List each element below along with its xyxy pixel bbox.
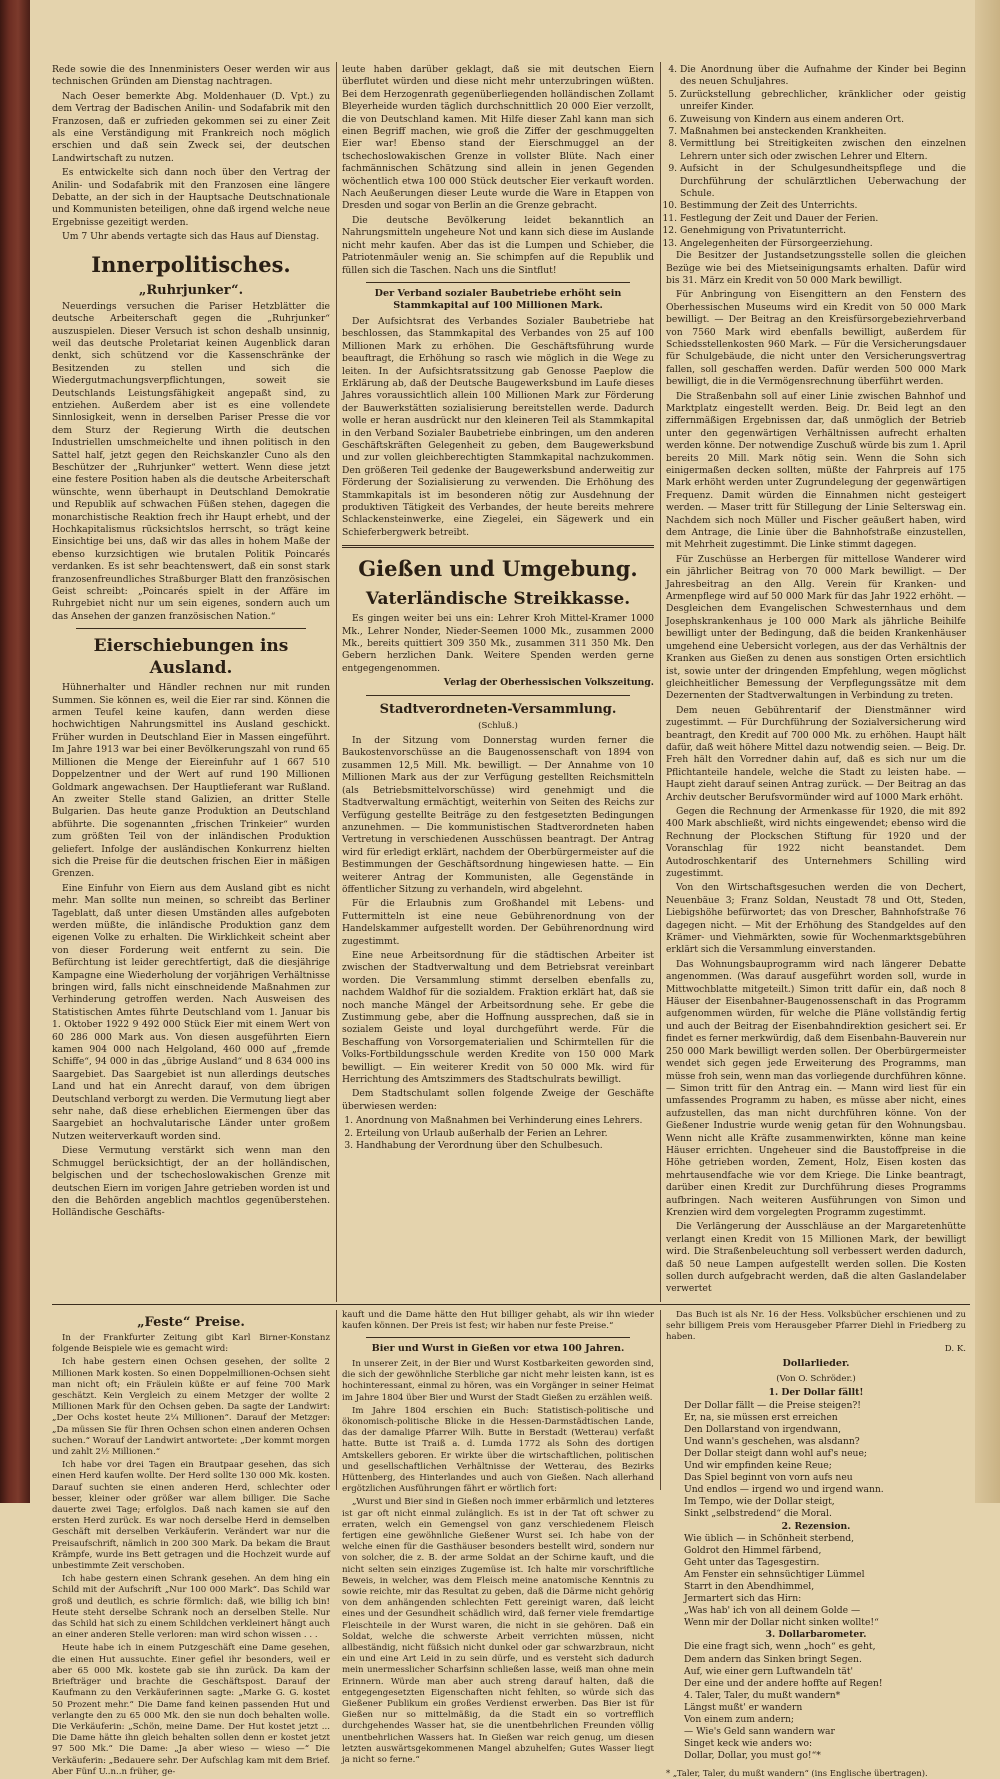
poem-line: Singet keck wie anders wo: [684,1738,813,1750]
poem-author: (Von O. Schröder.) [776,1373,856,1384]
paragraph: Ich habe gestern einen Schrank gesehen. An dem hing ein Schild mit der Aufschrift „Nur 100 000 Mark“. Das Schild war groß und deutlich, es schrie förmlich: daß, wie billig ich bin! Heute steht derselbe Schrank noch an derselben Stelle. Nur das Schild hat sich zu einem Schildchen verkleinert hängt auch an einer anderen Stelle verloren: man wird schon wissen . . . [52,1574,330,1641]
page-edge [975,0,1000,1503]
poem-line: Dem andern das Sinken bringt Segen. [684,1653,862,1665]
paragraph: Für Anbringung von Eisengittern an den Fenstern des Oberhessischen Museums wird ein Kredit von 50 000 Mark bewilligt. — Der Beitrag an den Kreisfürsorgebeziehrverband von 7560 Mark wird ebenfalls bewilligt, außerdem für Schiedsstellenkosten 960 Mark. — Für die Versicherungsdauer für Schulgebäude, die nicht unter den Versicherungsvertrag fallen, soll geschaffen werden. Dafür werden 500 000 Mark bewilligt, die in die Vermögensrechnung überführt werden. [666,289,966,388]
poem-line: Am Fenster ein sehnsüchtiger Lümmel [684,1568,865,1580]
book-binding [0,0,30,1503]
column-divider [336,62,337,1302]
paragraph: Heute habe ich in einem Putzgeschäft eine Dame gesehen, die einen Hut aussuchte. Einer gefiel ihr besonders, weil er aber 65 000 Mk. kostete gab sie ihn zurück. Da kam der Briefträger und brachte die Geschäftspost. Darauf der Kaufmann zu den Verkäuferinnen sagte: „Marke G. G. kostet 50 Prozent mehr.“ Die Dame fand keinen passenden Hut und verlangte den zu 65 000 Mk. den sie nun doch behalten wolle. Die Verkäuferin: „Schön, meine Dame. Der Hut kostet jetzt ... Die Dame hätte ihn gleich behalten sollen denn er kostet jetzt 97 500 Mk.“ Die Dame: „Ja aber wieso — wieso —“ Die Verkäuferin: „Bedauere sehr. Der Aufschlag kam mit dem Brief. Aber Fünf U..n..n früher, ge- [52,1643,330,1777]
poem-part-title: 2. Rezension. [781,1520,851,1532]
column-1 [52,64,330,1302]
poem-line: Er, na, sie müssen erst erreichen [684,1411,838,1423]
poem-line: — Wie's Geld sann wandern war [684,1726,835,1738]
rule [366,695,630,696]
poem-line: Und wir empfinden keine Reue; [684,1460,832,1472]
section-divider [52,1304,970,1305]
poem-line: Das Spiel beginnt von vorn aufs neu [684,1472,853,1484]
poem-line: Dollar, Dollar, you must go!“* [684,1750,821,1762]
poem-line: Von einem zum andern; [684,1714,795,1726]
poem-line: Der Dollar steigt dann wohl auf's neue; [684,1447,868,1459]
signature: Verlag der Oberhessischen Volkszeitung. [443,677,654,689]
paragraph: Eine neue Arbeitsordnung für die städtischen Arbeiter ist zwischen der Stadtverwaltung und dem Betriebsrat vereinbart worden. Die Versammlung stimmt derselben ebenfalls zu, nachdem Waldhof für die sozialdem. Fraktion erklärt hat, daß sie noch manche Mängel der Arbeitsordnung sehe. Er gebe die Zustimmung gebe, aber die Hoffnung aussprechen, daß sie in sozialem Geiste und loyal durchgeführt werde. Für die Beschaffung von Vorsorgematerialien und Schirmtellen für die Volks-Fortbildungsschule werden Kredite von 150 000 Mark bewilligt. — Ein weiterer Kredit von 50 000 Mk. wird für Herrichtung des Amtszimmers des Stadtschulrats bewilligt. [342,949,654,1086]
paragraph: Die Straßenbahn soll auf einer Linie zwischen Bahnhof und Marktplatz eingestellt werden. Beig. Dr. Beid legt an den ziffernmäßigen Ergebnissen dar, daß unmöglich der Betrieb unter den gegenwärtigen Verhältnissen aufrecht erhalten werden könne. Der notwendige Zuschuß würde bis zum 1. April bereits 20 Mill. Mark nötig sein. Wenn die Sohn sich einigermaßen decken sollten, müßte der Fahrpreis auf 175 Mark erhöht werden unter Zugrundelegung der gegenwärtigen Frequenz. Damit würden die Einnahmen nicht gesteigert werden. — Maser tritt für Stillegung der Linie Selterswag ein. Nachdem sich noch Müller und Fischer geäußert haben, wird dem Antrage, die Linie über die Bahnhofstraße einzustellen, mit Mehrheit zugestimmt. Die Linke stimmt dagegen. [666,390,966,551]
list-item: 10. Bestimmung der Zeit des Unterrichts. [680,200,966,212]
numbered-list [342,1115,654,1152]
article-heading: Der Verband sozialer Baubetriebe erhöht sein Stammkapital auf 100 Millionen Mark. [374,287,622,312]
paragraph: Für die Erlaubnis zum Großhandel mit Lebens- und Futtermitteln ist eine neue Gebührenordnung von der Handelskammer aufgestellt worden. Der Gebührenordnung wird zugestimmt. [342,898,654,947]
paragraph: In der Sitzung vom Donnerstag wurden ferner die Baukostenvorschüsse an die Baugenossenschaft von 1894 von zusammen 12,5 Mill. Mk. bewilligt. — Der Annahme von 10 Millionen Mark aus der zur Verfügung gestellten Reichsmitteln (als Betriebsmittelvorschüsse) wird genehmigt und die Stadtverwaltung ermächtigt, weiterhin von Seiten des Reichs zur Verfügung gestellte Beiträge zu den festgesetzten Bedingungen anzunehmen. — Die kommunistischen Stadtverordneten haben Vertretung in verschiedenen Ausschüssen beantragt. Der Antrag wird für erledigt erklärt, nachdem der Oberbürgermeister auf die Bestimmungen der Geschäftsordnung hingewiesen hatte. — Ein weiterer Antrag der Kommunisten, alle Gegenstände in öffentlicher Sitzung zu verhandeln, wird abgelehnt. [342,735,654,895]
numbered-list [666,64,966,250]
section-heading: Gießen und Umgebung. [358,556,638,582]
column-divider [660,62,661,1302]
bottom-column-2 [342,1310,654,1766]
list-item: 3. Handhabung der Verordnung über den Schulbesuch. [356,1140,654,1152]
footnote: * „Taler, Taler, du mußt wandern“ (ins Englische übertragen). [666,1768,928,1779]
list-item: 1. Anordnung von Maßnahmen bei Verhinderung eines Lehrers. [356,1115,654,1127]
poem-line: Jermartert sich das Hirn: [684,1593,802,1605]
paragraph: Eine Einfuhr von Eiern aus dem Ausland gibt es nicht mehr. Man sollte nun meinen, so schreibt das Berliner Tageblatt, daß unter diesen Umständen alles aufgeboten werden müßte, die inländische Produktion ganz dem eigenen Volke zu erhalten. Die Wirklichkeit scheint aber von dieser Forderung weit entfernt zu sein. Die Befürchtung ist leider gerechtfertigt, daß die diesjährige Kampagne eine Wiederholung der vorjährigen Verhältnisse bringen wird, falls nicht einschneidende Maßnahmen zur Verhinderung getroffen werden. Nach Ausweisen des Statistischen Amtes führte Deutschland vom 1. Januar bis 1. Oktober 1922 9 492 000 Stück Eier mit einem Wert von 60 286 000 Mark aus. Von diesen ausgeführten Eiern kamen 904 000 nach Helgoland, 460 000 auf „fremde Schiffe“, 94 000 in das „übrige Ausland“ und 8 634 000 ins Saargebiet. Das Saargebiet ist nun allerdings deutsches Land und hat ein Anrecht darauf, von dem übrigen Deutschland verborgt zu werden. Die Vermutung liegt aber sehr nahe, daß diese erheblichen Eiermengen über das Saargebiet an hochvalutarische Länder unter großem Nutzen weiterverkauft worden sind. [52,882,330,1142]
column-divider [336,1310,337,1490]
rule [366,282,630,283]
list-item: 11. Festlegung der Zeit und Dauer der Ferien. [680,213,966,225]
list-item: 12. Genehmigung von Privatunterricht. [680,225,966,237]
article-heading: Vaterländische Streikkasse. [365,589,631,610]
column-3 [666,64,966,1302]
paragraph: Gegen die Rechnung der Armenkasse für 1920, die mit 892 400 Mark abschließt, wird nichts eingewendet; ebenso wird die Rechnung der Plockschen Stiftung für 1920 und der Voranschlag für 1922 nicht beanstandet. Dem Autodroschkentarif des Unternehmers Schilling wird zugestimmt. [666,805,966,879]
paragraph: Um 7 Uhr abends vertagte sich das Haus auf Dienstag. [62,231,320,243]
list-item: 5. Zurückstellung gebrechlicher, kränklicher oder geistig unreifer Kinder. [680,89,966,114]
article-heading: Eierschiebungen ins Ausland. [93,636,289,679]
list-item: 2. Erteilung von Urlaub außerhalb der Ferien an Lehrer. [356,1128,654,1140]
list-item: 8. Vermittlung bei Streitigkeiten zwischen den einzelnen Lehrern unter sich oder zwischen Lehrer und Eltern. [680,138,966,163]
column-2 [342,64,654,1302]
paragraph: Diese Vermutung verstärkt sich wenn man den Schmuggel berücksichtigt, der an der holländischen, belgischen und der tschechoslowakischen Grenze mit deutschen Eiern im vorigen Jahre getrieben worden ist und den die Behörden angeblich machtlos gegenüberstehen. Holländische Geschäfts- [52,1145,330,1219]
paragraph: In unserer Zeit, in der Bier und Wurst Kostbarkeiten geworden sind, die sich der gewöhnliche Sterbliche gar nicht mehr leisten kann, ist es hochinteressant, einmal zu hören, was ein Vorgänger in seiner Heimat im Jahre 1804 über Bier und Wurst der Stadt Gießen zu erzählen weiß. [342,1358,654,1403]
poem [666,1387,966,1762]
paragraph: Es entwickelte sich dann noch über den Vertrag der Anilin- und Sodafabrik mit den Franzosen eine längere Debatte, an der sich in der Hauptsache Deutschnationale und Kommunisten beteiligen, ohne daß irgend welche neue Ergebnisse gezeitigt werden. [52,167,330,228]
paragraph: Nach Oeser bemerkte Abg. Moldenhauer (D. Vpt.) zu dem Vertrag der Badischen Anilin- und Sodafabrik mit den Franzosen, daß er zufrieden gekommen sei zu einer Zeit als eine Verständigung mit Frankreich noch möglich erschien und daß sein Zweck sei, der deutschen Landwirtschaft zu nutzen. [52,90,330,164]
paragraph: Ich habe vor drei Tagen ein Brautpaar gesehen, das sich einen Herd kaufen wollte. Der Herd sollte 130 000 Mk. kosten. Darauf suchten sie einen anderen Herd, schlechter oder besser, kleiner oder größer war allem billiger. Die Sache dauerte zwei Tage; erfolglos. Daß nach kamen sie auf den ersten Herd zurück. Es war noch derselbe Herd in demselben Geschäft mit derselben Verkäuferin. Verändert war nur die Preisaufschrift, nämlich in 200 300 Mark. Da bekam die Braut Krämpfe, wurde ins Bett getragen und die Hochzeit wurde auf unbestimmte Zeit verschoben. [52,1460,330,1572]
poem-heading: Dollarlieder. [782,1358,850,1370]
paragraph: kauft und die Dame hätte den Hut billiger gehabt, als wir ihn wieder kaufen können. Der Preis ist fest; wir haben nur feste Preise.“ [342,1310,654,1332]
paragraph: Dem Stadtschulamt sollen folgende Zweige der Geschäfte überwiesen werden: [342,1088,654,1112]
poem-line: Wie üblich — in Schönheit sterbend, [684,1532,855,1544]
paragraph: Im Jahre 1804 erschien ein Buch: Statistisch-politische und ökonomisch-politische Blicke in die Hessen-Darmstädtischen Lande, das der damalige Pfarrer Wilh. Butte in Berstadt (Wetterau) verfaßt hatte. Butte ist Traiß a. d. Lumda 1772 als Sohn des dortigen Amtskellers geboren. Er wirkte über die wirtschaftlichen, politischen und gesellschaftlichen Verhältnisse der Wetterau, des Bezirks Hüttenberg, des Hinterlandes und auch von Gießen. Nach allerhand ergötzlichen Ausführungen fährt er wörtlich fort: [342,1405,654,1495]
rule [366,1337,630,1338]
paragraph: Rede sowie die des Innenministers Oeser werden wir aus technischen Gründen am Dienstag nachtragen. [52,64,330,88]
paragraph: Neuerdings versuchen die Pariser Hetzblätter die deutsche Arbeiterschaft gegen die „Ruhrjunker“ auszuspielen. Dieser Versuch ist schon deshalb unsinnig, weil das deutsche Proletariat keinen Augenblick daran denkt, sich schützend vor die Kassenschränke der Besitzenden zu stellen und sich die Wiedergutmachungsverpflichtungen, soweit sie Deutschlands Leistungsfähigkeit angepaßt sind, zu entziehen. Außerdem aber ist es eine vollendete Sinnlosigkeit, wenn in derselben Pariser Presse die vor dem Sturz der Regierung Wirth die deutschen Industriellen umschmeichelte und ihnen politisch in den Sattel half, jetzt gegen den Reichskanzler Cuno als den Beschützer der „Ruhrjunker“ wettert. Wenn diese jetzt eine festere Position haben als die deutsche Arbeiterschaft wünschte, wenn überhaupt in Deutschland Demokratie und Republik auf schwachen Füßen stehen, dagegen die monarchistische Reaktion frech ihr Haupt erhebt, und der Hochkapitalismus rücksichtslos herrscht, so trägt keine Einsichtige bei uns, daß wir das alles in hohem Maße der ebenso kurzsichtigen wie brutalen Politik Poincarés verdanken. Es ist sehr beachtenswert, daß ein sonst stark franzosenfreundliches Straßburger Blatt den französischen Geist schreibt: „Poincarés spielt in der Affäre im Ruhrgebiet nicht nur um sein eigenes, sondern auch um das Ansehen der ganzen französischen Nation.“ [52,300,330,622]
rule [76,628,306,629]
list-item: 13. Angelegenheiten der Fürsorgeerziehung. [680,238,966,250]
poem-line: Geht unter das Tagesgestirn. [684,1556,820,1568]
paragraph: Für Zuschüsse an Herbergen für mittellose Wanderer wird ein jährlicher Beitrag von 70 000 Mark bewilligt. — Der Jahresbeitrag an den Allg. Verein für Kranken- und Armenpflege wird auf 50 000 Mark für das Jahr 1922 erhöht. — Desgleichen dem Evangelischen Schwesternhaus und dem Josephskrankenhaus je 100 000 Mark als jährliche Beihilfe bewilligt unter der Bedingung, daß die beiden Krankenhäuser umgehend eine Uebersicht vorlegen, aus der das Verhältnis der Kranken aus Gießen zu denen aus sonstigen Orten ersichtlich ist, sowie unter der dringenden Empfehlung, wegen möglichst gleichheitlicher Bemessung der Verpflegungssätze mit dem Dezernenten der Stadtverwaltungen in Verbindung zu treten. [666,553,966,702]
section-heading: Innerpolitisches. [91,251,291,277]
paragraph: Hühnerhalter und Händler rechnen nur mit runden Summen. Sie können es, weil die Eier rar sind. Können die armen Teufel keine kaufen, dann werden diese hochwichtigen Nahrungsmittel ins Ausland geschickt. Früher wurden in Deutschland Eier in Massen eingeführt. Im Jahre 1913 war bei einer Bevölkerungszahl von rund 65 Millionen die Menge der Eiereinfuhr auf 1 667 510 Doppelzentner und der Wert auf rund 190 Millionen Goldmark angewachsen. Der Hauptlieferant war Rußland. An zweiter Stelle stand Galizien, an dritter Stelle Bulgarien. Das heute ganze Produktion an Deutschland abführte. Die sogenannten „frischen Trinkeier“ wurden zum größten Teil von der inländischen Produktion geliefert. Infolge der ausländischen Konkurrenz hielten sich die Preise für die deutschen frischen Eier in mäßigen Grenzen. [52,682,330,880]
article-subheading: (Schluß.) [478,720,518,731]
paragraph: Die Verlängerung der Ausschläuse an der Margaretenhütte verlangt einen Kredit von 15 Millionen Mark, der bewilligt wird. Die Straßenbeleuchtung soll verbessert werden dadurch, daß 50 neue Lampen aufgestellt werden sollen. Die Kosten sollen durch aufgebracht werden, daß die alten Gaslandelaber verwertet [666,1221,966,1295]
paragraph: Der Aufsichtsrat des Verbandes Sozialer Baubetriebe hat beschlossen, das Stammkapital des Verbandes von 25 auf 100 Millionen Mark zu erhöhen. Die Geschäftsführung wurde beauftragt, die Erhöhung so rasch wie möglich in die Wege zu leiten. In der Aufsichtsratssitzung gab Genosse Paeplow die Erklärung ab, daß der Deutsche Baugewerksbund im Laufe dieses Jahres voraussichtlich allein 100 Millionen Mark zur Förderung der Bauwerkstätten sozialisierung bereitstellen werde. Dadurch wolle er heran ausdrückt nur den kleineren Teil als Stammkapital in den Verband Sozialer Baubetriebe einbringen, um den anderen Geschäftskräften Gelegenheit zu geben, dem Baugewerksbund und zur vollen gleichberechtigten Stammkapital nachzukommen. Den größeren Teil gedenke der Baugewerksbund anderweitig zur Förderung der Sozialisierung zu verwenden. Die Erhöhung des Stammkapitals ist im besonderen nötig zur Ausdehnung der produktiven Tätigkeit des Verbandes, der heute bereits mehrere Schlackensteinwerke, eine Ziegelei, ein Sägewerk und ein Schieferbergwerk betreibt. [342,315,654,538]
paragraph: leute haben darüber geklagt, daß sie mit deutschen Eiern überflutet würden und diese nicht mehr unterzubringen wüßten. Bei dem Herzogenrath gegenüberliegenden holländischen Zollamt Bleyerheide wurden täglich durchschnittlich 20 000 Eier verzollt, die von Deutschland kamen. Mit Hilfe dieser Zahl kann man sich einen Begriff machen, wie groß die Ziffer der geschmuggelten Eier war! Ebenso stand der Eierschmuggel an der tschechoslowakischen Grenze in vollster Blüte. Nach einer fachmännischen Schätzung sind allein in jenen Gegenden wöchentlich etwa 100 000 Stück deutscher Eier verkauft worden. Nach Aeußerungen dieser Leute wurde die Ware in Etappen von Dresden und sogar von Berlin an die Grenze gebracht. [342,64,654,212]
signature: D. K. [944,1344,966,1355]
bottom-column-3 [666,1310,966,1779]
poem-line: Der Dollar fällt — die Preise steigen?! [684,1399,861,1411]
column-divider [660,1310,661,1490]
poem-part-title: 1. Der Dollar fällt! [768,1387,864,1399]
paragraph: Von den Wirtschaftsgesuchen werden die von Dechert, Neuenbäue 3; Franz Soldan, Neustadt 78 und Ott, Steden, Liebigshöhe befürwortet; das von Drescher, Bahnhofstraße 76 dagegen nicht. — Mit der Erhöhung des Standgeldes auf den Krämer- und Viehmärkten, sowie für Wochenmarktsgebühren erklärt sich die Versammlung einverstanden. [666,882,966,956]
poem-line: Der eine und der andere hoffte auf Regen! [684,1677,883,1689]
list-item: 4. Die Anordnung über die Aufnahme der Kinder bei Beginn des neuen Schuljahres. [680,64,966,89]
list-item: 6. Zuweisung von Kindern aus einem anderen Ort. [680,114,966,126]
list-item: 7. Maßnahmen bei ansteckenden Krankheiten. [680,126,966,138]
article-heading: Bier und Wurst in Gießen vor etwa 100 Jahren. [371,1343,625,1355]
poem-line: Längst mußt' er wandern [684,1701,803,1713]
paragraph: Ich habe gestern einen Ochsen gesehen, der sollte 2 Millionen Mark kosten. So einen Doppelmillionen-Ochsen sieht man nicht oft; ein Fräulein küßte er auf feine 700 Mark geschätzt. Kein Vergleich zu einem Metzger der wollte 2 Millionen Mark für den Ochsen geben. Da sagte der Landwirt: „Der Ochs kostet heute 2¼ Millionen“. Darauf der Metzger: „Da müssen Sie für Ihren Ochsen schon einen anderen Ochsen suchen.“ Worauf der Landwirt antwortete: „Der kommt morgen und zahlt 2½ Millionen.“ [52,1357,330,1458]
paragraph: Es gingen weiter bei uns ein: Lehrer Kroh Mittel-Kramer 1000 Mk., Lehrer Nonder, Nieder-Seemen 1000 Mk., zusammen 2000 Mk., bereits quittiert 309 350 Mk., zusammen 311 350 Mk. Den Gebern herzlichen Dank. Weitere Spenden werden gerne entgegengenommen. [342,613,654,674]
list-item: 9. Aufsicht in der Schulgesundheitspflege und die Durchführung der schulärztlichen Ueberwachung der Schule. [680,163,966,200]
poem-line: Wenn mir der Dollar nicht sinken wollte!“ [684,1617,879,1629]
article-heading: „Ruhrjunker“. [138,282,244,298]
paragraph: „Wurst und Bier sind in Gießen noch immer erbärmlich und letzteres ist gar oft nicht einmal zulänglich. Es ist in der Tat oft schwer zu erraten, welch ein Gemengsel von ganz verschiedenem Fleisch fertigen eine gewöhnliche Gießener Wurst sei. Ich habe von der welche einen für die Gasthäuser besonders bestellt wird, sondern nur von solcher, die z. B. der arme Soldat an der Schirne kauft, und die nicht selten sein einziges Zugemüse ist. Ich halte mir vorschriftliche Beweis, in welcher, was dem Fleisch meine anatomische Kenntnis zu sowie reichte, mir das Resultat zu geben, daß die Därme nicht gehörig von dem anhängenden schlechten Fett gereinigt waren, daß leicht eines und der Gesundheit schädlich wird, daß ferner viele fremdartige Fleischteile in der Wurst waren, die nicht in sie gehören. Daß ein Soldat, welche die schwerste Arbeit verrichten müssen, nicht allbeständig, nicht füßsich nicht dunkel oder gar schwarzbraun, nicht ein und eine Art Leid in zu sein dürfe, und es versteht sich dadurch mein unermesslicher Scharfsinn schließen lasse, weiß man ohne mein Erinnern. Würde man aber auch streng darauf halten, daß die entgegengesetzten Eigenschaften nicht fehlten, so würde sich das Gießener Publikum ein großes Verdienst erwerben. Das Bier ist für Gießen nur so mittelmäßig, da die Stadt ein so vortrefflich durchgehendes Wasser hat, sie die unentbehrlichen Freunden völlig unentbehrlichen Wassers hat. In Gießen war reich genug, um diesen letzten auswärtsgekommenen Mangel abzuhelfen; Gutes Wasser liegt ja nicht so ferne.“ [342,1497,654,1766]
poem-line: Die eine fragt sich, wenn „hoch“ es geht, [684,1641,876,1653]
paragraph: Die deutsche Bevölkerung leidet bekanntlich an Nahrungsmitteln ungeheure Not und kann sich diese im Auslande nicht mehr kaufen. Aber das ist die Lumpen und Schieber, die Patriotenmäuler wenig an. Sie schimpfen auf die Republik und füllen sich die Taschen. Nach uns die Sintflut! [342,214,654,276]
poem-line: „Was hab' ich von all deinem Golde — [684,1605,861,1617]
poem-line: Auf, wie einer gern Luftwandeln tät' [684,1665,854,1677]
poem-line: Und endlos — irgend wo und irgend wann. [684,1484,884,1496]
rule [342,545,654,548]
poem-line: Sinkt „selbstredend“ die Moral. [684,1508,832,1520]
poem-line: Im Tempo, wie der Dollar steigt, [684,1496,835,1508]
paragraph: Dem neuen Gebührentarif der Dienstmänner wird zugestimmt. — Für Durchführung der Sozialversicherung wird beantragt, den Kredit auf 700 000 Mk. zu erhöhen. Haupt hält dafür, daß weit höhere Mittel dazu notwendig seien. — Beig. Dr. Freh hält den Vorredner dahin auf, daß es sich nur um die Pflichtanteile handele, welche die Stadt zu leisten habe. — Haupt zieht darauf seinen Antrag zurück. — Der Beitrag an das Archiv deutscher Berufsvormünder wird auf 1000 Mark erhöht. [666,704,966,803]
poem-part-title: 3. Dollarbarometer. [765,1629,867,1641]
poem-line: Den Dollarstand von irgendwann, [684,1423,841,1435]
paragraph: Das Wohnungsbauprogramm wird nach längerer Debatte angenommen. (Was darauf ausgeführt worden soll, wurde in Mittwochblatte mitgeteilt.) Simon tritt dafür ein, daß noch 8 Häuser der Eisenbahner-Baugenossenschaft in das Programm aufgenommen würden, für welche die Pläne vollständig fertig und auch der Beitrag der Eisenbahndirektion gesichert sei. Er findet es ferner merkwürdig, daß dem Eisenbahn-Bauverein nur 250 000 Mark bewilligt werden sollen. Der Oberbürgermeister wendet sich gegen jede Erweiterung des Programms, man müsse froh sein, wenn man das vorliegende durchführen könne. — Simon tritt für den Antrag ein. — Mann wird liest für ein umfassendes Programm zu haben, es müsse aber nicht, eines aufzustellen, das man nicht durchführen könne. Von der Gießener Industrie wurde wenig getan für den Wohnungsbau. Wenn nicht alle Kräfte zusammenwirkten, könne man keine Häuser errichten. Ungeheuer sind die Baustoffpreise in die Höhe getrieben worden, Zement, Holz, Eisen kosten das mehrtausendfache wie vor dem Kriege. Die Linke beantragt, darüber einen Kredit zur Durchführung dieses Programms aufbringen. Nach weiteren Ausführungen von Simon und Krenzien wird dem vorgelegten Programm zugestimmt. [666,958,966,1218]
poem-line: Goldrot den Himmel färbend, [684,1544,822,1556]
poem-line: Und wann's geschehen, was alsdann? [684,1435,860,1447]
bottom-column-1 [52,1310,330,1777]
article-heading: „Feste“ Preise. [137,1315,245,1330]
poem-line: Starrt in den Abendhimmel, [684,1580,815,1592]
paragraph: Das Buch ist als Nr. 16 der Hess. Volksbücher erschienen und zu sehr billigem Preis vom Herausgeber Pfarrer Diehl in Friedberg zu haben. [666,1310,966,1342]
paragraph: In der Frankfurter Zeitung gibt Karl Birner-Konstanz folgende Beispiele wie es gemacht wird: [52,1333,330,1355]
article-heading: Stadtverordneten-Versammlung. [379,701,617,717]
paragraph: Die Besitzer der Justandsetzungsstelle sollen die gleichen Bezüge wie bei des Mietseinigungsamts erhalten. Dafür wird bis 31. März ein Kredit von 50 000 Mark bewilligt. [666,250,966,286]
poem-line: 4. Taler, Taler, du mußt wandern* [684,1689,841,1701]
